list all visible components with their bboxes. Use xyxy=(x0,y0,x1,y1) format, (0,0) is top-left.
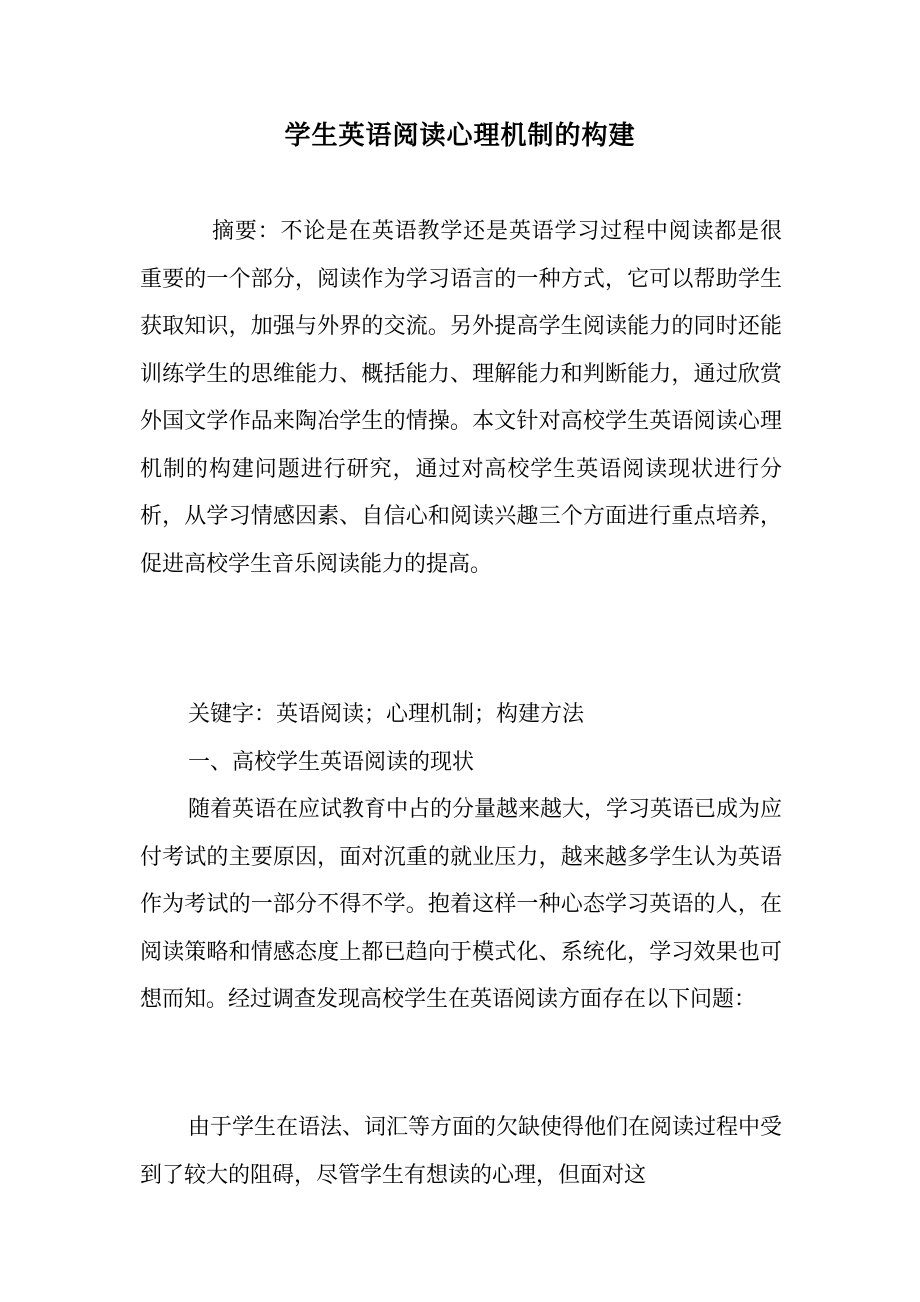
document-title: 学生英语阅读心理机制的构建 xyxy=(284,121,636,151)
body-paragraph: 由于学生在语法、词汇等方面的欠缺使得他们在阅读过程中受到了较大的阻碍，尽管学生有想读的心理，但面对这 xyxy=(140,1115,783,1188)
section-heading: 一、高校学生英语阅读的现状 xyxy=(188,750,475,775)
keywords-line: 关键字：英语阅读；心理机制；构建方法 xyxy=(188,702,585,727)
body-paragraph: 随着英语在应试教育中占的分量越来越大，学习英语已成为应付考试的主要原因，面对沉重的就业压力，越来越多学生认为英语作为考试的一部分不得不学。抱着这样一种心态学习英语的人，在阅读策略和情感态度上都已趋向于模式化、系统化，学习效果也可想而知。经过调查发现高校学生在英语阅读方面存在以下问题： xyxy=(140,797,783,1012)
abstract-paragraph: 摘要：不论是在英语教学还是英语学习过程中阅读都是很重要的一个部分，阅读作为学习语言的一种方式，它可以帮助学生获取知识，加强与外界的交流。另外提高学生阅读能力的同时还能训练学生的思维能力、概括能力、理解能力和判断能力，通过欣赏外国文学作品来陶冶学生的情操。本文针对高校学生英语阅读心理机制的构建问题进行研究，通过对高校学生英语阅读现状进行分析，从学习情感因素、自信心和阅读兴趣三个方面进行重点培养，促进高校学生音乐阅读能力的提高。 xyxy=(140,219,782,577)
